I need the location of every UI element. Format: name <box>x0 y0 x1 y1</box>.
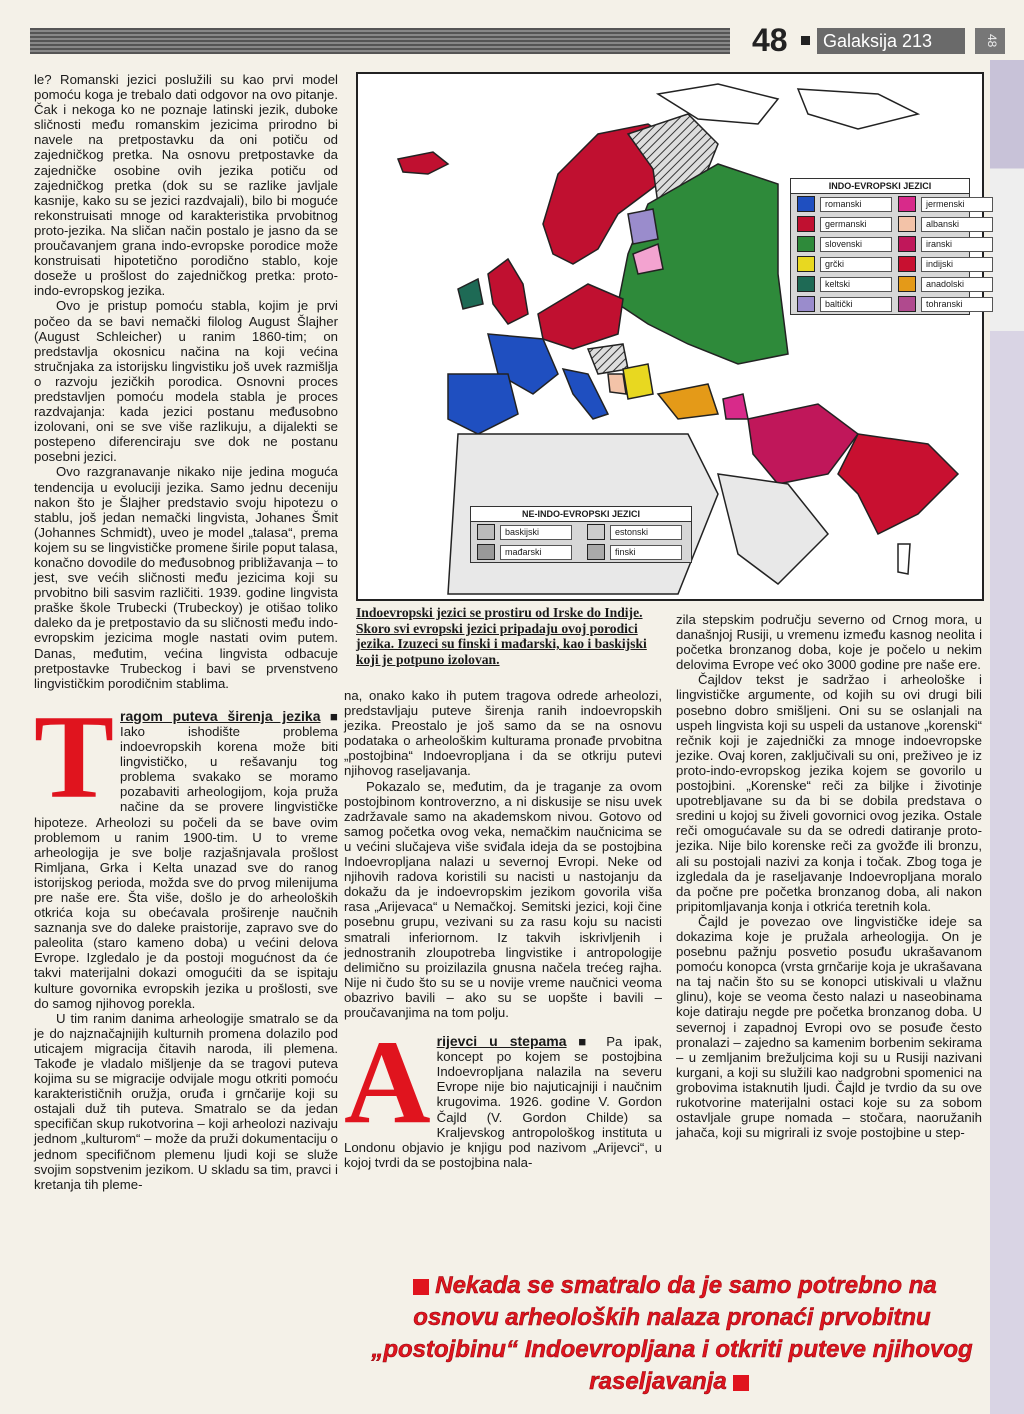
swatch-estonian <box>587 524 605 540</box>
swatch-baltic <box>797 296 815 312</box>
legend-label: slovenski <box>820 237 892 252</box>
greek-region <box>623 364 653 399</box>
swatch-germanic <box>797 216 815 232</box>
paragraph: Ovo razgranavanje nikako nije jedina moguća tendencija u evoluciji jezika. Samo jednu deceniju nakon što je Šlajher predstavio svoju hipotezu o stablu, još jedan nemački lingvista, Johanes Šmit (Johannes Schmidt), uveo je model „talasa“, prema kojem su se lingvističke promene širile poput talasa, konačno dovodile do međusobnog približavanja – to jest, sve većih sličnosti među jezicima koji su prvobitno bili sasvim različiti. 1939. godine lingvista praške škole Trubecki (Trubeckoy) je otišao toliko daleko da je pretpostavio da su sličnosti među indo-evropskim jezicima mogle nastati ovim putem. Danas, međutim, većina lingvista odbacuje pretpostavke Trubeckog i bavi se prvenstveno lingvističkim porodičnim stablima. <box>34 464 338 691</box>
legend-label: keltski <box>820 277 892 292</box>
legend-left-column <box>791 194 892 314</box>
page-edge-decoration <box>990 60 1024 1414</box>
bullet-square-icon <box>733 1375 749 1391</box>
paragraph: Čajld je povezao ove lingvističke ideje sa dokazima koje je pružala arheologija. On je posebnu pažnju posvetio posuđu ukrašavanom pomoću konopca (vrsta grnčarije koja je ukrašavana na taj način što su se konopci utiskivali u vlažnu glinu), koje se veoma često nalazi u naseobinama koje datiraju negde pre početka bronzanog doba. U severnoj i zapadnoj Evropi ovo se posuđe često pronalazi – zajedno sa kamenim borbenim sekirama – u zemljanim brežuljcima koji su u Rusiji nazivani kurgani, a koji su služili kao nadgrobni spomenici na grobovima istaknutih ljudi. Čajld je tvrdio da su ove rukotvorine materijalni ostaci koje su za sobom ostavljale grupe nomada – stočara, naoružanih jahača, koji su migrirali iz svoje postojbine u step- <box>676 913 982 1141</box>
header-bullet <box>801 36 810 45</box>
column-2 <box>344 688 662 1170</box>
swatch-anatolian <box>898 276 916 292</box>
baltic-region <box>628 209 658 244</box>
swatch-celtic <box>797 276 815 292</box>
swatch-tocharian <box>898 296 916 312</box>
legend-label: tohranski <box>921 297 993 312</box>
swatch-finnish <box>587 544 605 560</box>
column-1 <box>34 72 338 1192</box>
legend-label: estonski <box>610 525 682 540</box>
sri-lanka <box>898 544 910 574</box>
swatch-basque <box>477 524 495 540</box>
dropcap: A <box>344 1015 431 1149</box>
legend-label: albanski <box>921 217 993 232</box>
legend-label: anadolski <box>921 277 993 292</box>
paragraph: Ovo je pristup pomoću stabla, kojim je prvi počeo da se bavi nemački filolog August Šlajher (August Schleicher) u ranim 1860-tim; on predstavlja okosnicu načina na koji većina stručnjaka za istorijsku lingvistiku još uvek razmišlja o razvoju jezičkih porodica. Osnovni proces predstavljen pomoću modela stabla je proces razdvajanja: kada jezici postanu međusobno izolovani, oni se sve više razlikuju, a dijalekti se postepeno diferenciraju sve dok ne postanu posebni jezici. <box>34 298 338 465</box>
legend-non-indo-european <box>470 506 692 563</box>
legend-label: iranski <box>921 237 993 252</box>
legend-title: INDO-EVROPSKI JEZICI <box>791 179 969 194</box>
swatch-armenian <box>898 196 916 212</box>
subheading: ragom puteva širenja jezika <box>120 707 321 724</box>
paragraph: U tim ranim danima arheologije smatralo se da je do najznačajnijih kulturnih promena dolazilo pod uticajem migracija čitavih naroda, ili plemena. Takođe je vladalo mišljenje da se tragovi puteva kojima su se migracije odvijale mogu otkriti pomoću karakterističnih oružja, oruđa i grnčarije koji su ostajali duž tih puteva. Smatralo se da jedan specifičan skup rukotvorina – koji arheolozi nazivaju jednom „kulturom“ – može da pruži dokumentaciju o jednom specifičnom plemenu ljudi koji se služe svojim sopstvenim jezikom. U skladu sa tim, pravci i kretanja tih pleme- <box>34 1010 338 1192</box>
swatch-greek <box>797 256 815 272</box>
section-tragom: T ragom puteva širenja jezika ■ Iako ishodište problema indoevropskih korena može biti lingvističko, u rešavanju tog problema svakako se moramo pozabaviti arheologijom, koja pruža načine da se provere lingvističke hipoteze. Arheolozi su počeli da se bave ovim problemom u ranim 1900-tim. U to vreme arheologija je sve bolje razjašnjavala prošlost Rimljana, Grka i Kelta unazad sve do ranog istorijskog perioda, možda sve do prvog milenijuma pre naše ere. Šta više, došlo je do arheoloških otkrića koja su obećavala proširenje naučnih saznanja sve do daleke praistorije, zapravo sve do paleolita (staro kameno doba) u većini delova Evrope. Izgledalo je da postoji mogućnost da će takvi materijalni dokazi omogućiti da se ispitaju kulture govornika evropskih jezika u prošlosti, sve do samog njihovog porekla. <box>34 689 338 1011</box>
paragraph: Iako ishodište problema indoevropskih korena može biti lingvističko, u rešavanju tog problema svakako se moramo pozabaviti arheologijom, koja pruža načine da se provere lingvističke hipoteze. Arheolozi su počeli da se bave ovim problemom u ranim 1900-tim. U to vreme arheologija je sve bolje razjašnjavala prošlost Rimljana, Grka i Kelta unazad sve do ranog istorijskog perioda, možda sve do prvog milenijuma pre naše ere. Šta više, došlo je do arheoloških otkrića koja su obećavala proširenje naučnih saznanja sve do daleke praistorije, zapravo sve do paleolita (staro kameno doba) u većini delova Evrope. Izgledalo je da postoji mogućnost da će takvi materijalni dokazi omogućiti da se ispitaju kulture govornika evropskih jezika u prošlosti, sve do samog njihovog porekla. <box>34 723 338 1011</box>
map-caption: Indoevropski jezici se prostiru od Irske do Indije. Skoro svi evropski jezici pripadaju ovoj porodici jezika. Izuzeci su finski i mađarski, kao i baskijski koji je potpuno izolovan. <box>356 605 647 667</box>
legend-label: grčki <box>820 257 892 272</box>
legend-label: baltički <box>820 297 892 312</box>
paragraph: Čajldov tekst je sadržao i arheološke i lingvističke argumente, od kojih su ovi drugi bili posebno dobro smišljeni. Oni su se oslanjali na uspeh lingvista koji su uspeli da ustanove „korenski“ rečnik koji je zajednički za mnoge indoevropske jezike. Ovaj koren, zaključivali su oni, preživeo je iz proto-indo-evropskog jezika kojem se govorilo u postojbini. „Korenske“ reči za biljke i životinje upotrebljavane su da bi se dobila predstava o sredini u kojoj su živeli govornici ovog jezika. Ostale reči omogućavale su da se odredi datiranje proto-jezika. Nije bilo korenske reči za gvožđe ili bronzu, ali su postojali nazivi za konja i točak. Zbog toga je izgledala da je raseljavanje Indoevropljana moralo da počne pre početka bronzanog doba, ali nakon pripitomljavanja konja i otkrića teretnih kola. <box>676 672 982 914</box>
paragraph: na, onako kako ih putem tragova odrede arheolozi, predstavljaju puteve širenja ranih indoevropskih jezika. Preostalo je još samo da se na osnovu podataka o arheološkim kulturama pronađe prvobitna „postojbina“ Indoevropljana i da se otkriju putevi njihovog raseljavanja. <box>344 688 662 779</box>
column-3 <box>676 612 982 1140</box>
side-tab: 48 <box>975 28 1005 54</box>
legend-label: baskijski <box>500 525 572 540</box>
legend-label: germanski <box>820 217 892 232</box>
albanian-region <box>608 374 626 394</box>
legend-right-column <box>892 194 993 314</box>
paragraph: Pa ipak, koncept po kojem se postojbina Indoevropljana nalazila na severu Evrope nije bio najuticajniji i naučnim krugovima. 1926. godine V. Gordon Čajld (V. Gordon Childe) sa Kraljevskog antropološkog instituta u Londonu objavio je knjigu pod nazivom „Arijevci“, u kojoj tvrdi da se postojbina nala- <box>344 1034 662 1170</box>
subheading: rijevci u stepama <box>436 1033 567 1050</box>
header-bar <box>30 28 730 54</box>
section-arijevci: A rijevci u stepama ■ Pa ipak, koncept po kojem se postojbina Indoevropljana nalazila na severu Evrope nije bio najuticajniji i naučnim krugovima. 1926. godine V. Gordon Čajld (V. Gordon Childe) sa Kraljevskog antropološkog instituta u Londonu objavio je knjigu pod nazivom „Arijevci“, u kojoj tvrdi da se postojbina nala- <box>344 1015 662 1170</box>
page-number: 48 <box>752 22 788 58</box>
legend-label: romanski <box>820 197 892 212</box>
dropcap: T <box>34 689 115 823</box>
map-figure <box>356 72 984 601</box>
legend-label: jermenski <box>921 197 993 212</box>
armenian-region <box>723 394 748 419</box>
swatch-iranian <box>898 236 916 252</box>
pull-quote-text: Nekada se smatralo da je samo potrebno na osnovu arheoloških nalaza pronaći prvobitnu „postojbinu“ Indoevropljana i otkriti puteve njihovog raseljavanja <box>371 1272 973 1395</box>
legend-title: NE-INDO-EVROPSKI JEZICI <box>471 507 691 522</box>
swatch-romance <box>797 196 815 212</box>
swatch-albanian <box>898 216 916 232</box>
paragraph: zila stepskim području severno od Crnog mora, u današnjoj Rusiji, u vremenu između kasnog neolita i početka bronzanog doba, koje je počelo u nekim delovima Evrope već oko 3000 godine pre naše ere. <box>676 612 982 673</box>
swatch-indic <box>898 256 916 272</box>
swatch-slavic <box>797 236 815 252</box>
paragraph: Pokazalo se, međutim, da je traganje za ovom postojbinom kontroverzno, a ni diskusije se nisu uvek zadržavale samo na akademskom nivou. Gotovo od samog početka ovog veka, nemačkim naučnicima se u većini slučajeva više sviđala ideja da se postojbina Indoevropljana nalazi u severnoj Evropi. Neke od njihovih radova koristili su nacisti u nastojanju da dokažu da je indoevropskim jezikom govorila viša rasa „Arijevaca“ u Nemačkoj. Semitski jezici, koji čine posebnu grupu, vezivani su za rasu koju su nacisti smatrali inferiornom. Iz takvih iskrivljenih i jednostranih zloupotreba lingvistike i antropologije delimično su proizilazila gnusna načela trećeg rajha. Nije ni čudo što su se u novije vreme naučnici veoma obazrivo bavili – ako su se uopšte i bavili – proučavanjima na tom polju. <box>344 778 662 1020</box>
legend-label: mađarski <box>500 545 572 560</box>
magazine-name: Galaksija 213 <box>817 28 965 54</box>
swatch-hungarian <box>477 544 495 560</box>
legend-indo-european <box>790 178 970 315</box>
paragraph: le? Romanski jezici poslužili su kao prvi model pomoću koga je trebalo dati odgovor na ovo pitanje. Čak i nekoga ko ne poznaje latinski jezik, duboke sličnosti među romanskim jezicima prirodno bi navele na pretpostavku da oni potiču od zajedničkog pretka. Na osnovu pretpostavke da zajedničke osobine ovih jezika potiču od zajedničkog pretka (dok su se razlike javljale kasnije, kako su se jezici razdvajali), bilo bi moguće rekonstruisati mnoge od karakteristika prvobitnog proto-jezika. Na sličan način postalo je jasno da se proučavanjem grana indo-evropske porodice može konstruisati hipotetično porodično stablo, koje doseže u prošlost do zajedničkog pretka: proto-indo-evropskog jezika. <box>34 72 338 299</box>
bullet-square-icon <box>413 1279 429 1295</box>
legend-label: finski <box>610 545 682 560</box>
legend-label: indijski <box>921 257 993 272</box>
pull-quote <box>362 1270 982 1398</box>
